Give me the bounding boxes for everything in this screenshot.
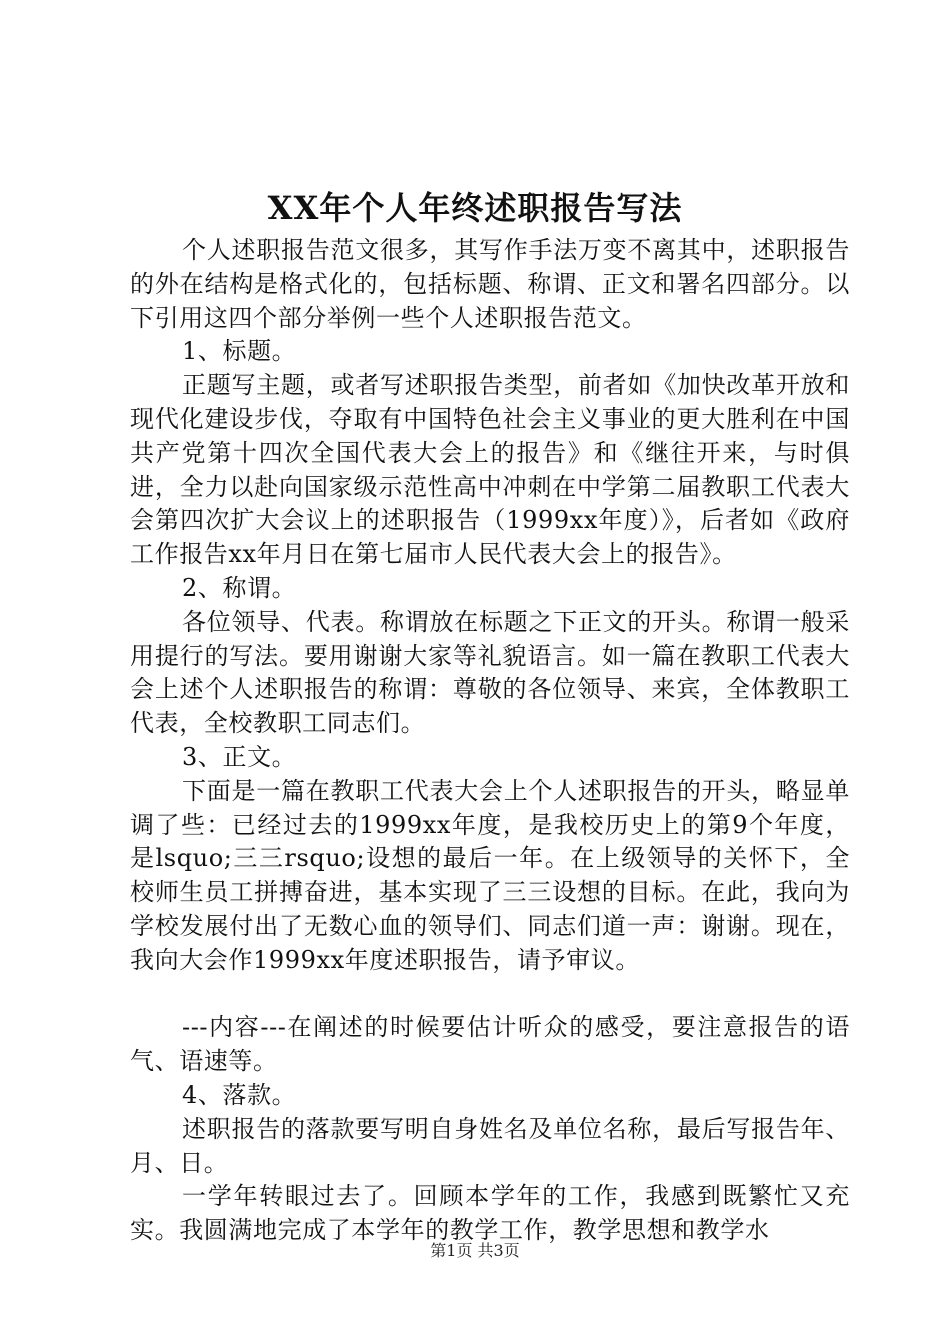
section-heading-signature: 4、落款。 — [182, 1080, 297, 1109]
paragraph-body-section: 下面是一篇在教职工代表大会上个人述职报告的开头，略显单调了些：已经过去的1999xx年度，是我校历史上的第9个年度，是lsquo;三三rsquo;设想的最后一年。在上级领导的关怀下，全校师生员工拼搏奋进，基本实现了三三设想的目标。在此，我向为学校发展付出了无数心血的领导们、同志们道一声：谢谢。现在，我向大会作1999xx年度述职报告，请予审议。 — [130, 776, 850, 974]
page-number-footer: 第1页 共3页 — [430, 1241, 520, 1260]
paragraph-intro: 个人述职报告范文很多，其写作手法万变不离其中，述职报告的外在结构是格式化的，包括标题、称谓、正文和署名四部分。以下引用这四个部分举例一些个人述职报告范文。 — [130, 236, 850, 332]
blank-line — [130, 978, 850, 1012]
section-heading-salutation: 2、称谓。 — [182, 573, 297, 602]
paragraph-title-section: 正题写主题，或者写述职报告类型，前者如《加快改革开放和现代化建设步伐，夺取有中国特色社会主义事业的更大胜利在中国共产党第十四次全国代表大会上的报告》和《继往开来，与时俱进，全力以赴向国家级示范性高中冲刺在中学第二届教职工代表大会第四次扩大会议上的述职报告（1999xx年度）》，后者如《政府工作报告xx年月日在第七届市人民代表大会上的报告》。 — [130, 371, 850, 569]
document-body — [130, 234, 850, 1248]
section-heading-title: 1、标题。 — [182, 337, 297, 366]
section-heading-body: 3、正文。 — [182, 742, 297, 771]
paragraph-content-note: ---内容---在阐述的时候要估计听众的感受，要注意报告的语气、语速等。 — [130, 1013, 850, 1076]
paragraph-salutation-section: 各位领导、代表。称谓放在标题之下正文的开头。称谓一般采用提行的写法。要用谢谢大家等礼貌语言。如一篇在教职工代表大会上述个人述职报告的称谓：尊敬的各位领导、来宾，全体教职工代表，全校教职工同志们。 — [130, 607, 850, 738]
paragraph-signature-section: 述职报告的落款要写明自身姓名及单位名称，最后写报告年、月、日。 — [130, 1114, 850, 1177]
paragraph-year-review: 一学年转眼过去了。回顾本学年的工作，我感到既繁忙又充实。我圆满地完成了本学年的教学工作，教学思想和教学水 — [130, 1182, 850, 1245]
document-title: XX年个人年终述职报告写法 — [267, 189, 683, 227]
